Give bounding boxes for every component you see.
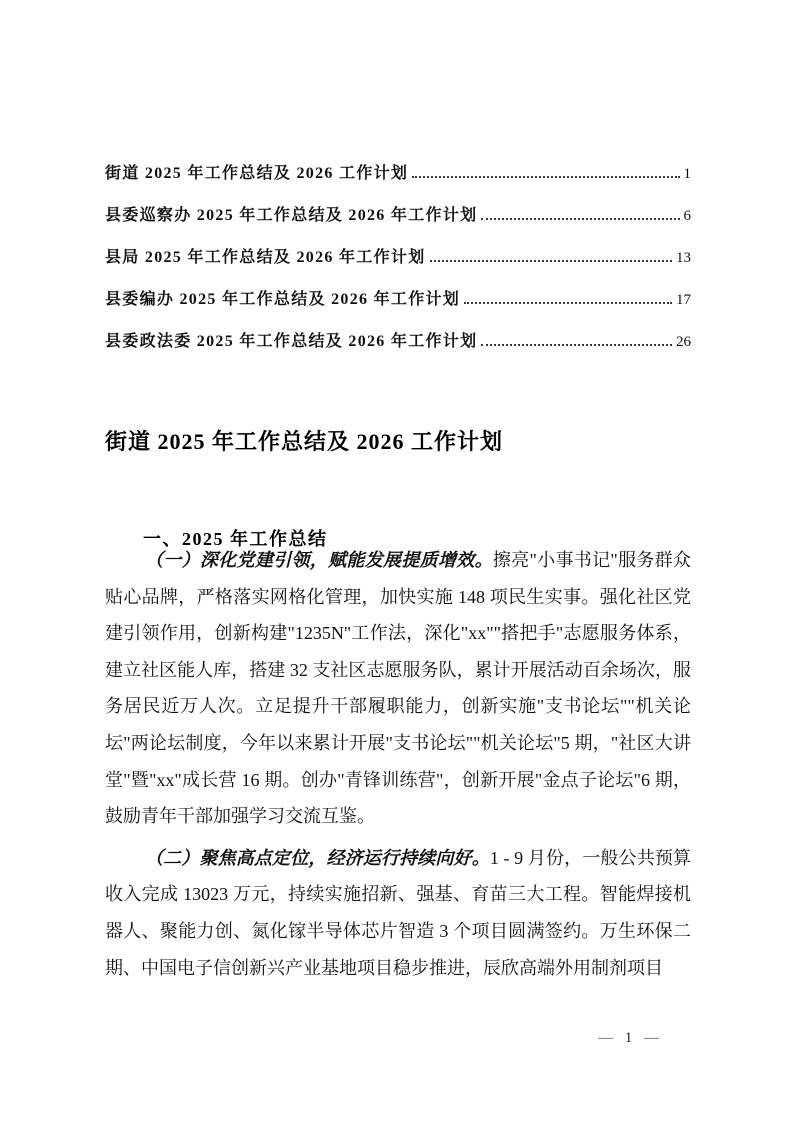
toc-entry-label: 县局 2025 年工作总结及 2026 年工作计划 <box>105 249 426 266</box>
toc-dot-leader <box>412 176 679 178</box>
footer-right-dash: — <box>644 1030 659 1046</box>
toc-entry-label: 县委政法委 2025 年工作总结及 2026 年工作计划 <box>105 333 478 350</box>
toc-entry-1[interactable] <box>105 160 691 180</box>
toc-entry-label: 县委巡察办 2025 年工作总结及 2026 年工作计划 <box>105 207 478 224</box>
document-body <box>105 542 691 986</box>
paragraph-1 <box>105 542 691 835</box>
toc-entry-2[interactable] <box>105 202 691 222</box>
footer-page-value: 1 <box>624 1030 633 1046</box>
paragraph-1-text: 擦亮"小事书记"服务群众贴心品牌，严格落实网格化管理，加快实施 148 项民生实事。强化社区党建引领作用，创新构建"1235N"工作法，深化"xx""搭把手"志愿服务体系，建立社区能人库，搭建 32 支社区志愿服务队，累计开展活动百余场次，服务居民近万人次。立足提升干部履职能力，创新实施"支书论坛""机关论坛"两论坛制度，今年以来累计开展"支书论坛""机关论坛"5 期，"社区大讲堂"暨"xx"成长营 16 期。创办"青锋训练营"，创新开展"金点子论坛"6 期，鼓励青年干部加强学习交流互鉴。 <box>105 550 691 827</box>
toc-entry-5[interactable] <box>105 328 691 348</box>
document-title: 街道 2025 年工作总结及 2026 工作计划 <box>105 428 504 454</box>
paragraph-1-lead: （一）深化党建引领，赋能发展提质增效。 <box>145 550 493 570</box>
toc-entry-label: 街道 2025 年工作总结及 2026 工作计划 <box>105 165 409 182</box>
toc-page-number: 26 <box>676 334 691 350</box>
toc-page-number: 1 <box>683 166 691 182</box>
toc-entry-label: 县委编办 2025 年工作总结及 2026 年工作计划 <box>105 291 461 308</box>
toc-entry-3[interactable] <box>105 244 691 264</box>
paragraph-2-lead: （二）聚焦高点定位，经济运行持续向好。 <box>145 847 490 868</box>
toc-page-number: 6 <box>683 208 691 224</box>
toc-entry-4[interactable] <box>105 286 691 306</box>
footer-left-dash: — <box>598 1030 613 1046</box>
paragraph-2-text: 1 - 9 月份，一般公共预算收入完成 13023 万元，持续实施招新、强基、育苗三大工程。智能焊接机器人、聚能力创、氮化镓半导体芯片智造 3 个项目圆满签约。万生环保二期、中国电子信创新兴产业基地项目稳步推进，辰欣高端外用制剂项目 <box>105 847 692 978</box>
toc-dot-leader <box>430 260 672 262</box>
toc-page-number: 13 <box>676 250 691 266</box>
toc-page-number: 17 <box>676 292 691 308</box>
paragraph-2 <box>105 840 691 986</box>
table-of-contents <box>105 160 691 370</box>
section-heading: 一、2025 年工作总结 <box>143 528 328 549</box>
footer-page-number <box>598 1030 659 1047</box>
toc-dot-leader <box>481 344 672 346</box>
toc-dot-leader <box>481 218 679 220</box>
toc-dot-leader <box>464 302 672 304</box>
